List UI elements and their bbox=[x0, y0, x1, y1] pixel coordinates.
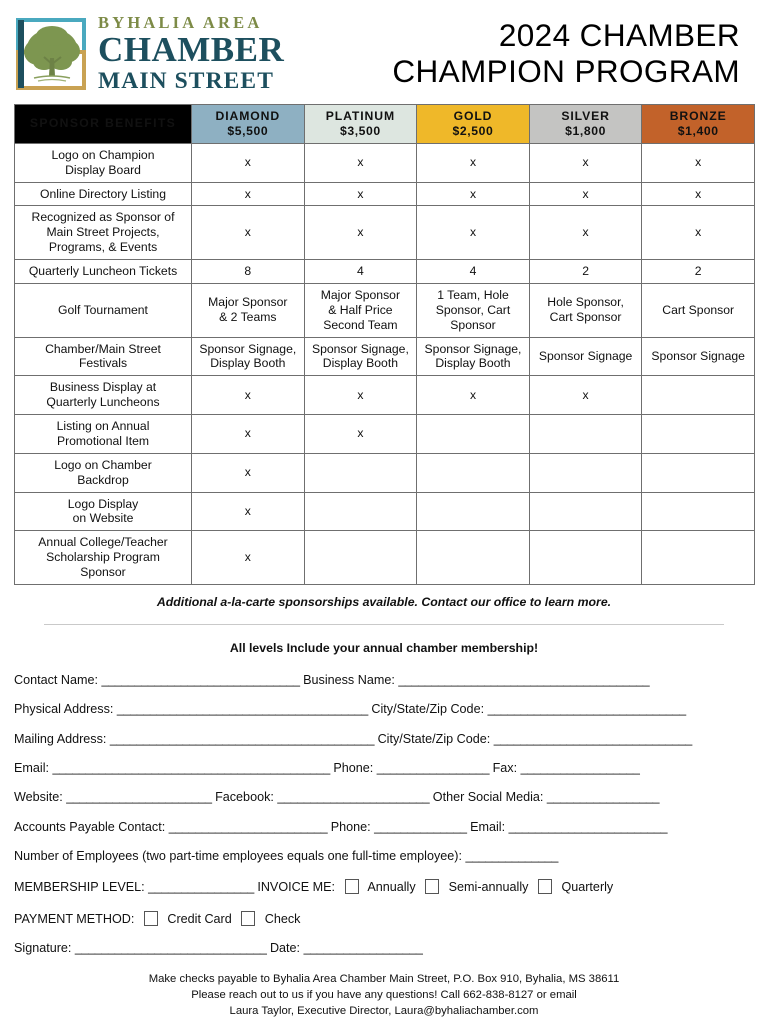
table-row bbox=[15, 283, 755, 337]
benefit-cell: Sponsor Signage, Display Booth bbox=[192, 337, 305, 376]
membership-level-label: MEMBERSHIP LEVEL: bbox=[14, 880, 145, 895]
header-tier-platinum bbox=[304, 105, 417, 144]
benefit-cell bbox=[304, 453, 417, 492]
benefit-cell bbox=[642, 531, 755, 585]
header-tier-silver bbox=[529, 105, 642, 144]
page-title-line-2: CHAMPION PROGRAM bbox=[392, 53, 740, 89]
mailing-address-label: Mailing Address: bbox=[14, 731, 107, 746]
ap-contact-input[interactable]: ________________________ bbox=[168, 819, 328, 834]
logo-line-byhalia-area: BYHALIA AREA bbox=[98, 12, 263, 32]
benefit-cell: x bbox=[192, 182, 305, 206]
tier-amount: $3,500 bbox=[339, 123, 381, 138]
benefit-cell: x bbox=[417, 143, 530, 182]
form-row-mailing-address bbox=[14, 733, 754, 747]
logo-line-main-street: MAIN STREET bbox=[98, 67, 274, 94]
benefit-label: Logo Display on Website bbox=[15, 492, 192, 531]
benefit-cell: x bbox=[417, 182, 530, 206]
benefit-cell: x bbox=[642, 143, 755, 182]
employees-label: Number of Employees (two part-time employees equals one full-time employee): bbox=[14, 848, 462, 863]
contact-name-input[interactable]: ______________________________ bbox=[101, 672, 300, 687]
city-state-zip-label-1: City/State/Zip Code: bbox=[371, 702, 485, 717]
facebook-input[interactable]: _______________________ bbox=[277, 790, 430, 805]
benefit-cell: x bbox=[192, 531, 305, 585]
benefit-cell: x bbox=[304, 143, 417, 182]
checkbox-payment-check[interactable] bbox=[241, 911, 255, 926]
benefit-cell: Cart Sponsor bbox=[642, 283, 755, 337]
benefit-cell bbox=[642, 492, 755, 531]
payment-method-label: PAYMENT METHOD: bbox=[14, 911, 135, 926]
benefit-cell: x bbox=[417, 206, 530, 260]
benefit-cell: Sponsor Signage, Display Booth bbox=[417, 337, 530, 376]
benefit-cell bbox=[529, 531, 642, 585]
benefit-label: Business Display at Quarterly Luncheons bbox=[15, 376, 192, 415]
benefit-cell: Sponsor Signage, Display Booth bbox=[304, 337, 417, 376]
benefit-label: Logo on Champion Display Board bbox=[15, 143, 192, 182]
checkbox-invoice-annually[interactable] bbox=[345, 879, 359, 894]
city-state-zip-input-2[interactable]: ______________________________ bbox=[493, 731, 692, 746]
benefit-cell bbox=[529, 415, 642, 454]
benefit-cell: 1 Team, Hole Sponsor, Cart Sponsor bbox=[417, 283, 530, 337]
table-header bbox=[15, 105, 755, 144]
benefit-cell: Major Sponsor & 2 Teams bbox=[192, 283, 305, 337]
tier-name: PLATINUM bbox=[325, 109, 396, 123]
benefit-cell: x bbox=[192, 376, 305, 415]
table-row bbox=[15, 143, 755, 182]
form-row-website-social bbox=[14, 791, 754, 805]
email-label-2: Email: bbox=[470, 819, 506, 834]
benefit-cell bbox=[642, 415, 755, 454]
email-input-2[interactable]: ________________________ bbox=[508, 819, 668, 834]
benefit-cell: x bbox=[192, 206, 305, 260]
benefit-label: Quarterly Luncheon Tickets bbox=[15, 260, 192, 284]
form-row-employees bbox=[14, 850, 754, 864]
invoice-quarterly-label: Quarterly bbox=[561, 880, 614, 895]
table-body bbox=[15, 143, 755, 584]
benefit-cell: 4 bbox=[304, 260, 417, 284]
tier-name: DIAMOND bbox=[215, 109, 281, 123]
document-footer bbox=[0, 971, 768, 1019]
benefit-cell: x bbox=[192, 415, 305, 454]
table-row bbox=[15, 206, 755, 260]
benefit-cell: x bbox=[192, 453, 305, 492]
benefit-cell: x bbox=[642, 182, 755, 206]
fax-label: Fax: bbox=[492, 760, 518, 775]
tier-name: SILVER bbox=[561, 109, 610, 123]
benefit-cell: x bbox=[529, 143, 642, 182]
business-name-input[interactable]: ______________________________________ bbox=[398, 672, 650, 687]
form-row-accounts-payable bbox=[14, 821, 754, 835]
form-row-contact-business bbox=[14, 674, 754, 688]
header-tier-bronze bbox=[642, 105, 755, 144]
footer-line-checks: Make checks payable to Byhalia Area Chamber Main Street, P.O. Box 910, Byhalia, MS 38611 bbox=[148, 973, 620, 986]
form-row-physical-address bbox=[14, 703, 754, 717]
city-state-zip-label-2: City/State/Zip Code: bbox=[377, 731, 491, 746]
benefit-cell: x bbox=[192, 143, 305, 182]
footer-line-contact: Please reach out to us if you have any questions! Call 662-838-8127 or email bbox=[191, 989, 577, 1002]
invoice-annually-label: Annually bbox=[367, 880, 416, 895]
benefit-cell bbox=[304, 492, 417, 531]
tier-name: BRONZE bbox=[669, 109, 727, 123]
benefit-cell: x bbox=[529, 182, 642, 206]
benefit-cell: Sponsor Signage bbox=[642, 337, 755, 376]
phone-input-1[interactable]: _________________ bbox=[376, 760, 490, 775]
table-header-row bbox=[15, 105, 755, 144]
sponsor-benefits-table bbox=[14, 104, 755, 585]
benefit-cell bbox=[529, 492, 642, 531]
benefit-label: Online Directory Listing bbox=[15, 182, 192, 206]
benefit-cell bbox=[417, 415, 530, 454]
benefit-cell bbox=[417, 531, 530, 585]
benefit-cell bbox=[642, 453, 755, 492]
benefit-cell: Sponsor Signage bbox=[529, 337, 642, 376]
other-social-label: Other Social Media: bbox=[432, 790, 544, 805]
date-label: Date: bbox=[269, 940, 301, 955]
benefit-cell bbox=[417, 453, 530, 492]
benefit-cell: x bbox=[304, 206, 417, 260]
form-row-signature-date bbox=[14, 942, 754, 956]
employees-input[interactable]: ______________ bbox=[465, 848, 558, 863]
signature-input[interactable]: _____________________________ bbox=[74, 940, 267, 955]
benefit-label: Chamber/Main Street Festivals bbox=[15, 337, 192, 376]
phone-input-2[interactable]: ______________ bbox=[374, 819, 467, 834]
document-header bbox=[0, 0, 768, 104]
table-row bbox=[15, 182, 755, 206]
benefits-table-wrap bbox=[0, 104, 768, 585]
benefit-cell: x bbox=[529, 376, 642, 415]
page-title-line-1: 2024 CHAMBER bbox=[498, 17, 740, 54]
benefit-cell: Major Sponsor & Half Price Second Team bbox=[304, 283, 417, 337]
benefit-cell: x bbox=[192, 492, 305, 531]
header-tier-diamond bbox=[192, 105, 305, 144]
benefit-cell bbox=[529, 453, 642, 492]
physical-address-input[interactable]: ______________________________________ bbox=[116, 702, 368, 717]
tier-amount: $5,500 bbox=[227, 123, 269, 138]
website-input[interactable]: ______________________ bbox=[66, 790, 212, 805]
tier-amount: $1,400 bbox=[677, 123, 719, 138]
benefit-cell: 2 bbox=[529, 260, 642, 284]
mailing-address-input[interactable]: ________________________________________ bbox=[109, 731, 375, 746]
table-row bbox=[15, 492, 755, 531]
invoice-me-label: INVOICE ME: bbox=[257, 880, 335, 895]
chamber-logo bbox=[14, 14, 284, 94]
email-input[interactable]: __________________________________________ bbox=[52, 760, 330, 775]
benefit-cell: 4 bbox=[417, 260, 530, 284]
email-label: Email: bbox=[14, 760, 49, 775]
website-label: Website: bbox=[14, 790, 63, 805]
table-row bbox=[15, 337, 755, 376]
section-divider bbox=[44, 624, 724, 625]
note-all-levels: All levels Include your annual chamber membership! bbox=[229, 640, 539, 655]
tier-amount: $2,500 bbox=[452, 123, 494, 138]
checkbox-payment-credit-card[interactable] bbox=[144, 911, 158, 926]
phone-label-2: Phone: bbox=[330, 819, 371, 834]
facebook-label: Facebook: bbox=[215, 790, 274, 805]
benefit-cell: x bbox=[304, 376, 417, 415]
checkbox-invoice-quarterly[interactable] bbox=[538, 879, 552, 894]
membership-level-input[interactable]: ________________ bbox=[148, 880, 254, 895]
benefit-cell bbox=[642, 376, 755, 415]
signature-label: Signature: bbox=[14, 940, 72, 955]
contact-name-label: Contact Name: bbox=[14, 672, 98, 687]
benefit-label: Recognized as Sponsor of Main Street Projects, Programs, & Events bbox=[15, 206, 192, 260]
table-row bbox=[15, 415, 755, 454]
fax-input[interactable]: __________________ bbox=[520, 760, 640, 775]
header-sponsor-benefits: SPONSOR BENEFITS bbox=[15, 105, 192, 144]
benefit-cell: x bbox=[304, 182, 417, 206]
benefit-cell: x bbox=[417, 376, 530, 415]
table-row bbox=[15, 453, 755, 492]
benefit-label: Annual College/Teacher Scholarship Program Sponsor bbox=[15, 531, 192, 585]
checkbox-invoice-semiannually[interactable] bbox=[425, 879, 439, 894]
form-row-email-phone-fax bbox=[14, 762, 754, 776]
form-row-payment-method bbox=[14, 911, 754, 927]
payment-credit-card-label: Credit Card bbox=[167, 911, 232, 926]
page-title bbox=[284, 18, 754, 89]
physical-address-label: Physical Address: bbox=[14, 702, 114, 717]
payment-check-label: Check bbox=[264, 911, 301, 926]
logo-line-chamber: CHAMBER bbox=[98, 30, 285, 70]
invoice-semiannually-label: Semi-annually bbox=[448, 880, 529, 895]
benefit-label: Golf Tournament bbox=[15, 283, 192, 337]
date-input[interactable]: __________________ bbox=[303, 940, 423, 955]
table-row bbox=[15, 260, 755, 284]
note-alacarte: Additional a-la-carte sponsorships available. Contact our office to learn more. bbox=[156, 594, 612, 609]
benefit-cell: Hole Sponsor, Cart Sponsor bbox=[529, 283, 642, 337]
header-tier-gold bbox=[417, 105, 530, 144]
ap-contact-label: Accounts Payable Contact: bbox=[14, 819, 166, 834]
business-name-label: Business Name: bbox=[303, 672, 395, 687]
tier-name: GOLD bbox=[453, 109, 493, 123]
benefit-cell: x bbox=[304, 415, 417, 454]
benefit-cell: x bbox=[529, 206, 642, 260]
benefit-cell bbox=[304, 531, 417, 585]
benefit-cell bbox=[417, 492, 530, 531]
benefit-label: Logo on Chamber Backdrop bbox=[15, 453, 192, 492]
benefit-cell: 8 bbox=[192, 260, 305, 284]
footer-line-director: Laura Taylor, Executive Director, Laura@byhaliachamber.com bbox=[229, 1005, 539, 1018]
application-form bbox=[0, 674, 768, 956]
other-social-input[interactable]: _________________ bbox=[546, 790, 660, 805]
table-row bbox=[15, 376, 755, 415]
logo-wordmark bbox=[98, 12, 285, 94]
benefit-cell: x bbox=[642, 206, 755, 260]
form-row-membership-invoice bbox=[14, 879, 754, 895]
benefit-label: Listing on Annual Promotional Item bbox=[15, 415, 192, 454]
tree-logo-icon bbox=[14, 14, 92, 94]
tier-amount: $1,800 bbox=[565, 123, 607, 138]
benefit-cell: 2 bbox=[642, 260, 755, 284]
city-state-zip-input-1[interactable]: ______________________________ bbox=[487, 702, 686, 717]
table-row bbox=[15, 531, 755, 585]
phone-label-1: Phone: bbox=[333, 760, 374, 775]
